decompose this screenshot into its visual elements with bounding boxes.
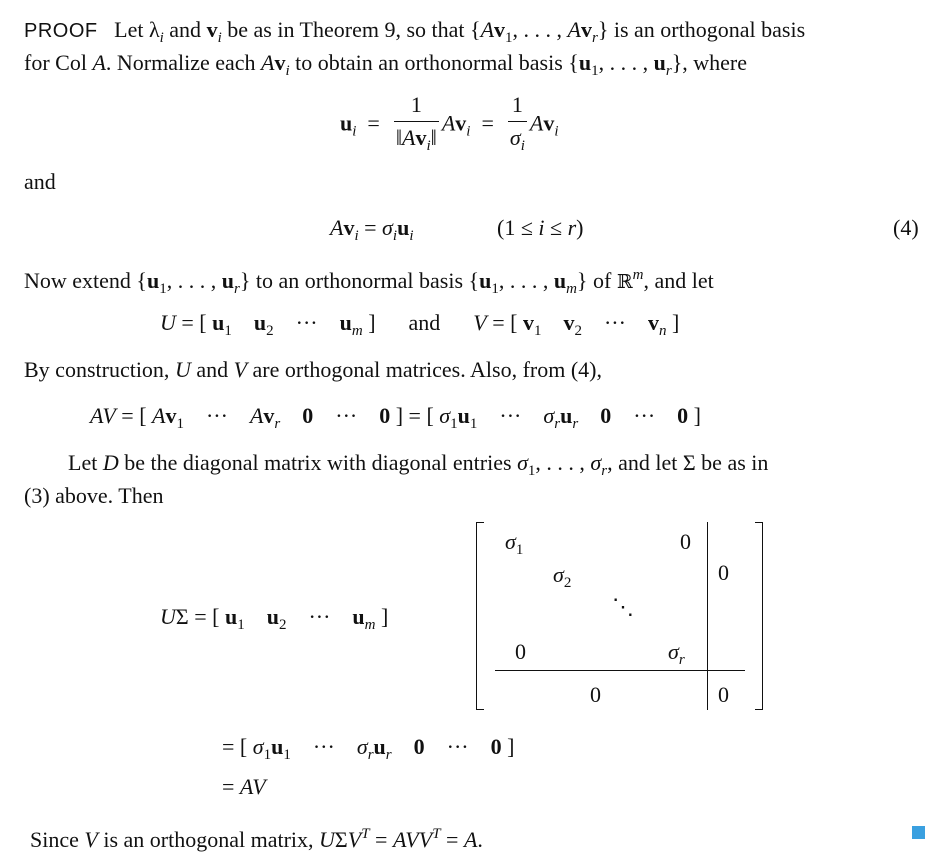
math-text-segment: (4) [893, 215, 919, 240]
math-text-segment: } of [576, 268, 617, 293]
math-text-segment: V [233, 357, 248, 382]
math-text-segment: A [92, 50, 106, 75]
math-text-segment: i [285, 63, 290, 79]
math-text-segment: σ [439, 403, 451, 428]
math-text-segment: are orthogonal matrices. Also, from (4), [247, 357, 603, 382]
text-above-then [24, 482, 164, 510]
proof-line-1 [24, 16, 805, 52]
math-text-segment: = [222, 774, 240, 799]
math-text-segment: i [409, 228, 414, 244]
math-text-segment: = [440, 827, 464, 852]
math-text-segment: u [560, 403, 573, 428]
math-text-segment: v [206, 17, 218, 42]
math-text-segment: 2 [266, 323, 274, 339]
math-text-segment: By construction, [24, 357, 175, 382]
matrix-right-bracket [755, 522, 763, 710]
math-text-segment: (1 ≤ [497, 215, 539, 240]
matrix-entry-zero [718, 559, 729, 587]
proof-label: PROOF [24, 20, 98, 42]
math-text-segment: σ [543, 403, 555, 428]
math-text-segment [280, 403, 302, 428]
matrix-entry-zero [718, 681, 729, 709]
math-text-segment: 1 [591, 63, 599, 79]
qed-square-icon [912, 826, 925, 839]
math-text-segment: u [212, 310, 225, 335]
math-text-segment: i [426, 138, 431, 154]
math-text-segment: 0 [490, 734, 502, 759]
math-text-segment: 1 [159, 281, 167, 297]
math-text-segment: ··· [424, 734, 491, 759]
math-text-segment: AV [239, 774, 266, 799]
math-text-segment: ℝ [616, 271, 633, 293]
math-text-segment: ] [501, 734, 515, 759]
math-text-segment: σ [668, 639, 679, 664]
math-text-segment: 0 [302, 403, 314, 428]
matrix-left-bracket [476, 522, 484, 710]
math-text-segment: i [217, 30, 222, 46]
math-text-segment: i [159, 30, 164, 46]
math-text-segment: u [457, 403, 470, 428]
math-text-segment: 0 [590, 682, 601, 707]
math-text-segment: A [330, 215, 344, 240]
math-text-segment: ··· [286, 604, 353, 629]
math-text-segment: is an orthogonal matrix, [97, 827, 320, 852]
math-text-segment: , . . . , [498, 268, 554, 293]
math-text-segment: ··· [611, 403, 678, 428]
math-text-segment: be the diagonal matrix with diagonal entries [118, 450, 518, 475]
math-text-segment: 1 [237, 617, 245, 633]
matrix-vertical-divider [707, 522, 708, 710]
proof-line-2 [24, 49, 747, 85]
math-text-segment: ] [688, 403, 701, 428]
math-text-segment: m [351, 323, 363, 339]
math-text-segment: 0 [379, 403, 391, 428]
math-text-segment: u [271, 734, 284, 759]
display-U-Sigma [160, 603, 388, 639]
math-text-segment: r [233, 281, 240, 297]
math-text-segment: Σ = [ [175, 604, 225, 629]
math-text-segment: i [520, 138, 525, 154]
display-equation-normalize [340, 92, 559, 159]
math-text-segment [578, 403, 600, 428]
math-text-segment: , . . . , [535, 450, 591, 475]
text-by-construction [24, 356, 602, 384]
math-text-segment: 0 [718, 560, 729, 585]
math-text-segment: = [470, 110, 505, 136]
math-text-segment: u [397, 215, 410, 240]
math-text-segment: v [274, 50, 286, 75]
math-text-segment: u [653, 50, 666, 75]
math-text-segment: = [ [222, 734, 253, 759]
math-text-segment: v [522, 310, 534, 335]
math-text-segment: σ [382, 215, 393, 240]
math-text-segment: u [553, 268, 567, 293]
math-text-segment: ··· [273, 310, 340, 335]
math-text-segment: u [253, 310, 267, 335]
math-text-segment: 0 [718, 682, 729, 707]
math-text-segment: = [ [486, 310, 523, 335]
math-text-segment: A [567, 17, 581, 42]
math-text-segment: r [572, 416, 579, 432]
math-text-segment: . Normalize each [105, 50, 262, 75]
text-and [24, 168, 56, 196]
math-text-segment: 1 [263, 747, 272, 763]
math-text-segment: u [373, 734, 386, 759]
math-text-segment: ··· [290, 734, 357, 759]
math-text-segment: Σ [334, 827, 348, 852]
math-text-segment: V [347, 827, 362, 852]
math-text-segment [541, 310, 563, 335]
math-text-segment: , . . . , [512, 17, 568, 42]
math-text-segment: u [224, 604, 238, 629]
math-text-segment: ⋱ [612, 594, 634, 619]
math-text-segment: 1 [533, 323, 542, 339]
math-text-segment: 1 [176, 416, 184, 432]
math-text-segment: i [538, 215, 545, 240]
math-text-segment: i [354, 228, 359, 244]
math-text-segment: σ [590, 450, 602, 475]
math-text-segment: σ [553, 562, 564, 587]
math-text-segment: ··· [477, 403, 544, 428]
math-text-segment: and [24, 169, 56, 194]
math-text-segment: ] = [ [390, 403, 440, 428]
math-text-segment: . [477, 827, 483, 852]
math-text-segment: Let [97, 17, 149, 42]
math-text-segment: λ [148, 17, 160, 42]
math-text-segment: u [339, 310, 352, 335]
math-text-segment [245, 604, 267, 629]
math-text-segment: 1 [410, 92, 422, 117]
math-text-segment: σ [517, 450, 528, 475]
math-text-segment: 0 [413, 734, 425, 759]
math-text-segment: U [160, 310, 176, 335]
math-text-segment: 1 [450, 416, 458, 432]
fraction-denominator [394, 121, 439, 159]
math-text-segment: = [356, 110, 391, 136]
math-text-segment: AVV [392, 827, 433, 852]
math-text-segment: n [658, 323, 667, 339]
math-text-segment: , and let [643, 268, 714, 293]
math-text-segment: ··· [313, 403, 380, 428]
math-text-segment: u [352, 604, 365, 629]
math-text-segment: Now extend { [24, 268, 147, 293]
math-text-segment: 0 [515, 639, 526, 664]
math-text-segment: 2 [563, 575, 572, 591]
math-text-segment: 1 [527, 463, 536, 479]
math-text-segment: 1 [469, 416, 478, 432]
fraction [508, 92, 527, 159]
math-text-segment: ‖ [430, 125, 437, 150]
math-text-segment: Since [30, 827, 85, 852]
matrix-entry-sigma1 [505, 528, 523, 564]
fraction [394, 92, 439, 159]
math-text-segment: A [529, 110, 544, 136]
math-text-segment: 2 [278, 617, 287, 633]
math-text-segment: A [261, 50, 275, 75]
math-text-segment: v [580, 17, 592, 42]
math-text-segment: σ [356, 734, 368, 759]
math-text-segment: v [165, 403, 177, 428]
math-text-segment: AV [90, 403, 116, 428]
math-text-segment: u [479, 268, 492, 293]
math-text-segment: 1 [224, 323, 232, 339]
math-text-segment: ≤ [544, 215, 568, 240]
math-text-segment: ] [666, 310, 680, 335]
math-text-segment: = [369, 827, 393, 852]
math-text-segment: = [358, 215, 383, 240]
math-text-segment: V [473, 310, 487, 335]
math-text-segment: v [543, 110, 555, 136]
math-text-segment: m [632, 267, 644, 283]
math-text-segment: A [152, 403, 166, 428]
math-text-segment: i [392, 228, 398, 244]
math-text-segment: 0 [600, 403, 612, 428]
math-text-segment: σ [509, 125, 521, 150]
display-U-V-definition [160, 309, 679, 345]
math-text-segment: V [84, 827, 98, 852]
math-text-segment: m [566, 281, 577, 297]
math-text-segment: ] [362, 310, 376, 335]
math-text-segment: 1 [515, 542, 524, 558]
math-text-segment: ‖ [395, 125, 403, 150]
math-text-segment: = [ [175, 310, 213, 335]
math-text-segment: 0 [677, 403, 689, 428]
math-text-segment: ··· [581, 310, 648, 335]
math-text-segment: U [319, 827, 335, 852]
math-text-segment: σ [505, 529, 516, 554]
math-text-segment: v [563, 310, 575, 335]
math-text-segment: 1 [511, 92, 523, 117]
math-text-segment: A [441, 110, 456, 136]
math-text-segment: , and let Σ be as in [607, 450, 769, 475]
math-text-segment: i [554, 123, 559, 140]
math-text-segment: A [249, 403, 264, 428]
math-text-segment: σ [252, 734, 264, 759]
equation-4 [330, 214, 414, 250]
math-text-segment: u [578, 50, 592, 75]
math-text-segment: m [364, 617, 376, 633]
math-text-segment: 1 [491, 281, 499, 297]
math-text-segment: u [340, 110, 353, 136]
math-text-segment: i [352, 123, 357, 140]
math-text-segment: u [146, 268, 160, 293]
fraction-numerator [510, 92, 525, 121]
display-sigma-u-result [222, 733, 514, 769]
math-text-segment: r [591, 30, 598, 46]
math-text-segment: v [415, 125, 427, 150]
text-extend-basis [24, 261, 714, 303]
math-text-segment: 1 [283, 747, 291, 763]
fraction-denominator [508, 121, 527, 159]
math-text-segment: r [554, 416, 561, 432]
math-text-segment: }, where [671, 50, 748, 75]
matrix-entry-zero [680, 528, 691, 556]
math-text-segment: v [263, 403, 275, 428]
math-text-segment: , . . . , [166, 268, 222, 293]
math-text-segment: ) [576, 215, 584, 240]
equation-number-4 [893, 214, 919, 242]
math-text-segment: and [375, 310, 474, 335]
matrix-entry-ddots [612, 593, 634, 621]
math-text-segment: for Col [24, 50, 93, 75]
math-text-segment: 1 [505, 30, 513, 46]
math-text-segment [232, 310, 254, 335]
math-text-segment: r [678, 652, 685, 668]
math-text-segment: T [432, 826, 441, 842]
fraction-numerator [409, 92, 424, 121]
math-text-segment: 0 [680, 529, 691, 554]
math-text-segment: to obtain an orthonormal basis { [289, 50, 579, 75]
math-text-segment: A [480, 17, 495, 42]
display-equals-AV [222, 773, 266, 801]
math-text-segment: and [190, 357, 234, 382]
math-text-segment: r [567, 215, 577, 240]
display-AV [90, 402, 701, 438]
matrix-entry-sigma2 [553, 561, 571, 597]
math-text-segment: Let [68, 450, 103, 475]
math-text-segment: ··· [183, 403, 250, 428]
math-text-segment: v [647, 310, 659, 335]
text-let-D [68, 449, 768, 485]
math-text-segment: r [665, 63, 672, 79]
math-text-segment: r [274, 416, 281, 432]
math-text-segment: r [385, 747, 392, 763]
math-text-segment: (3) above. Then [24, 483, 164, 508]
math-text-segment: , . . . , [598, 50, 654, 75]
math-text-segment: A [463, 827, 478, 852]
math-text-segment: r [367, 747, 374, 763]
math-text-segment: = [ [115, 403, 153, 428]
math-text-segment: A [402, 125, 416, 150]
math-text-segment: and [163, 17, 207, 42]
matrix-entry-sigmar [668, 638, 685, 674]
math-text-segment: i [466, 123, 471, 140]
math-text-segment: v [494, 17, 506, 42]
math-text-segment: r [601, 463, 608, 479]
equation-4-condition [497, 214, 584, 242]
math-text-segment [392, 734, 414, 759]
math-text-segment: v [455, 110, 467, 136]
text-conclusion [30, 820, 483, 854]
matrix-entry-zero [515, 638, 526, 666]
matrix-entry-zero [590, 681, 601, 709]
math-text-segment: u [266, 604, 279, 629]
math-text-segment: } to an orthonormal basis { [239, 268, 480, 293]
math-text-segment: } is an orthogonal basis [597, 17, 806, 42]
math-text-segment: U [174, 357, 191, 382]
math-text-segment: T [361, 826, 370, 842]
math-text-segment: be as in Theorem 9, so that { [221, 17, 481, 42]
math-text-segment: u [221, 268, 234, 293]
math-text-segment: U [160, 604, 176, 629]
math-text-segment: D [102, 450, 119, 475]
math-text-segment: 2 [574, 323, 582, 339]
math-text-segment: ] [375, 604, 389, 629]
math-text-segment: v [343, 215, 355, 240]
matrix-horizontal-divider [495, 670, 745, 671]
